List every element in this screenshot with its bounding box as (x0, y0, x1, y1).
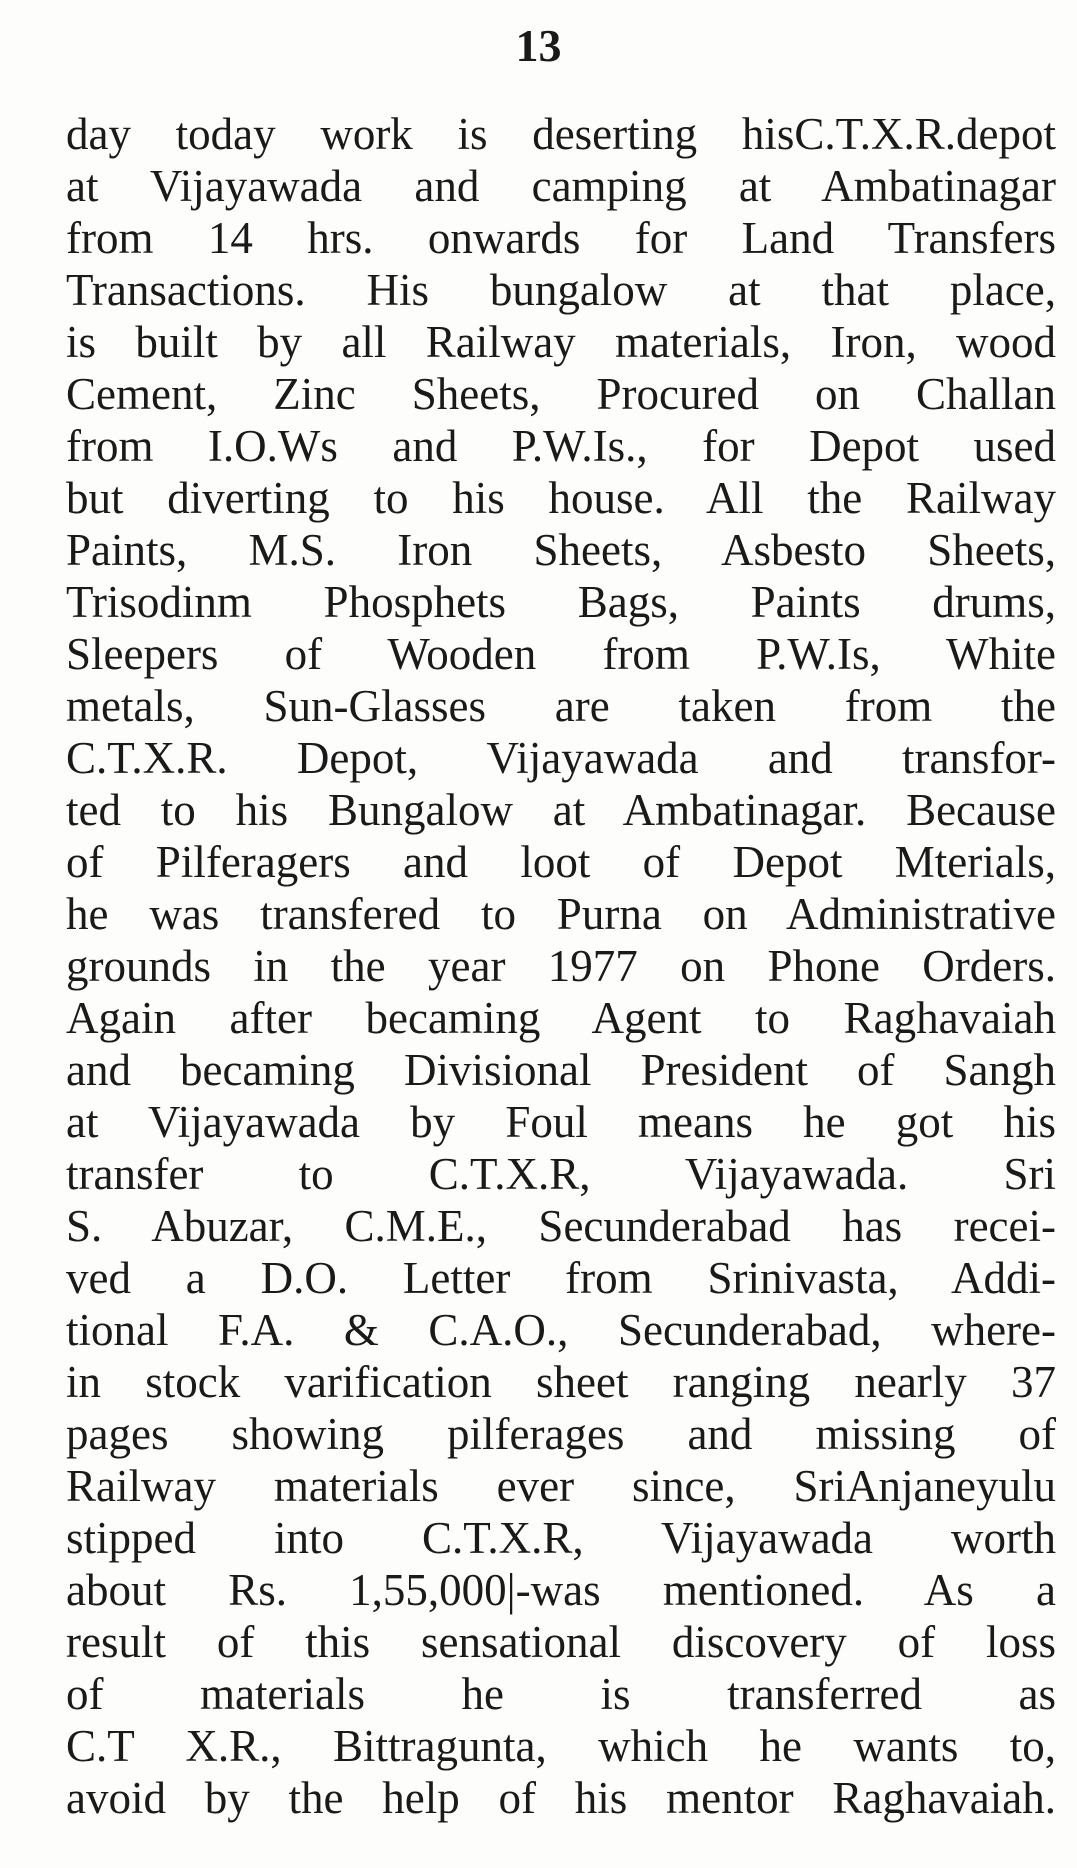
text-line: ved a D.O. Letter from Srinivasta, Addi- (66, 1253, 1056, 1303)
text-line: from 14 hrs. onwards for Land Transfers (66, 213, 1056, 263)
text-line: from I.O.Ws and P.W.Is., for Depot used (66, 421, 1056, 471)
text-line: Railway materials ever since, SriAnjaneyulu (66, 1461, 1056, 1511)
text-line: grounds in the year 1977 on Phone Orders. (66, 941, 1056, 991)
text-line: in stock varification sheet ranging nearly 37 (66, 1357, 1056, 1407)
text-line: avoid by the help of his mentor Raghavaiah. (66, 1773, 1056, 1823)
text-line: of Pilferagers and loot of Depot Mterials, (66, 837, 1056, 887)
text-line: result of this sensational discovery of loss (66, 1617, 1056, 1667)
text-line: C.T X.R., Bittragunta, which he wants to, (66, 1721, 1056, 1771)
text-line: at Vijayawada and camping at Ambatinagar (66, 161, 1056, 211)
text-line: is built by all Railway materials, Iron, wood (66, 317, 1056, 367)
text-line: tional F.A. & C.A.O., Secunderabad, where- (66, 1305, 1056, 1355)
page-number: 13 (515, 20, 562, 71)
text-line: about Rs. 1,55,000|-was mentioned. As a (66, 1565, 1056, 1615)
text-line: at Vijayawada by Foul means he got his (66, 1097, 1056, 1147)
text-line: Transactions. His bungalow at that place, (66, 265, 1056, 315)
text-line: ted to his Bungalow at Ambatinagar. Because (66, 785, 1056, 835)
text-line: Paints, M.S. Iron Sheets, Asbesto Sheets, (66, 525, 1056, 575)
text-line: metals, Sun-Glasses are taken from the (66, 681, 1056, 731)
text-line: transfer to C.T.X.R, Vijayawada. Sri (66, 1149, 1056, 1199)
text-line: Trisodinm Phosphets Bags, Paints drums, (66, 577, 1056, 627)
text-line: stipped into C.T.X.R, Vijayawada worth (66, 1513, 1056, 1563)
body-text (66, 108, 1056, 1824)
text-line: C.T.X.R. Depot, Vijayawada and transfor- (66, 733, 1056, 783)
text-line: Sleepers of Wooden from P.W.Is, White (66, 629, 1056, 679)
text-line: but diverting to his house. All the Railway (66, 473, 1056, 523)
text-line: Cement, Zinc Sheets, Procured on Challan (66, 369, 1056, 419)
text-line: pages showing pilferages and missing of (66, 1409, 1056, 1459)
text-line: he was transfered to Purna on Administrative (66, 889, 1056, 939)
text-line: of materials he is transferred as (66, 1669, 1056, 1719)
text-line: S. Abuzar, C.M.E., Secunderabad has recei- (66, 1201, 1056, 1251)
text-line: Again after becaming Agent to Raghavaiah (66, 993, 1056, 1043)
text-line: and becaming Divisional President of Sangh (66, 1045, 1056, 1095)
text-line: day today work is deserting hisC.T.X.R.depot (66, 109, 1056, 159)
